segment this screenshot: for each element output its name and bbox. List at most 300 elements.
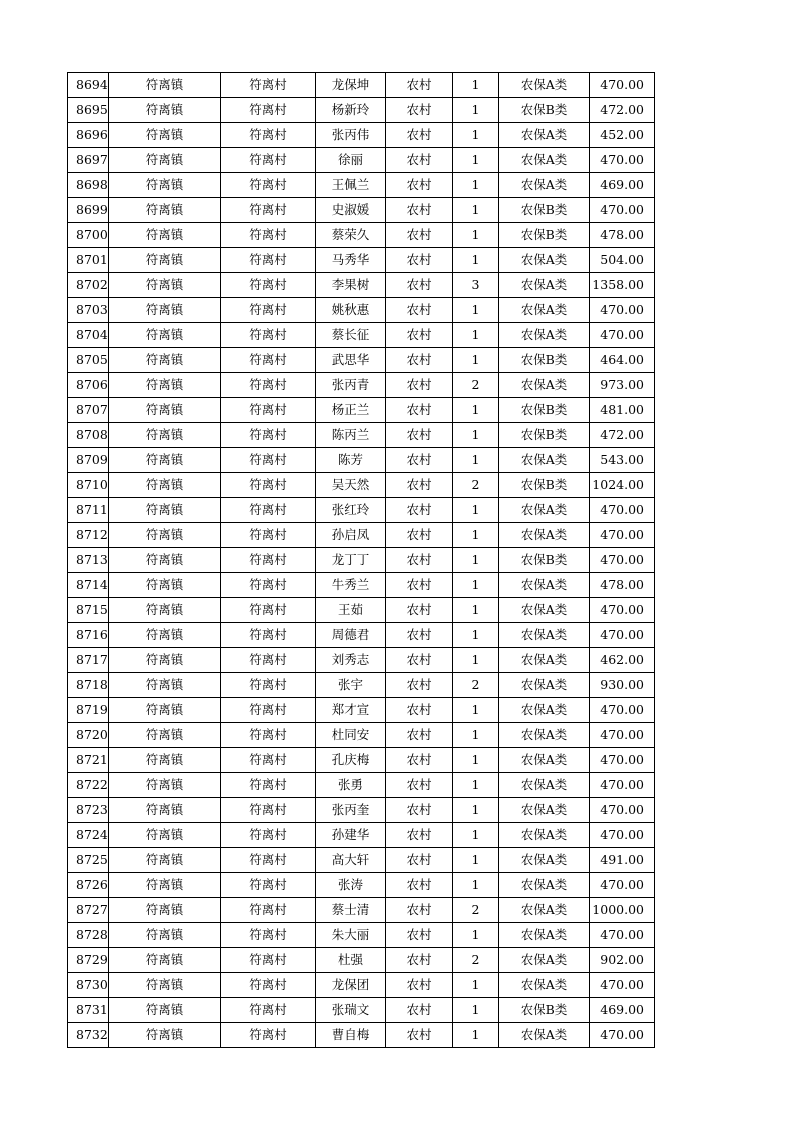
cell-town: 符离镇 <box>109 923 221 948</box>
cell-town: 符离镇 <box>109 723 221 748</box>
cell-serial-number: 8725 <box>68 848 109 873</box>
cell-serial-number: 8721 <box>68 748 109 773</box>
cell-village: 符离村 <box>221 973 316 998</box>
cell-town: 符离镇 <box>109 323 221 348</box>
cell-village: 符离村 <box>221 298 316 323</box>
cell-household-count: 2 <box>453 673 499 698</box>
cell-town: 符离镇 <box>109 623 221 648</box>
cell-person-name: 孔庆梅 <box>316 748 386 773</box>
table-row <box>68 198 655 223</box>
cell-serial-number: 8723 <box>68 798 109 823</box>
cell-village: 符离村 <box>221 598 316 623</box>
cell-serial-number: 8707 <box>68 398 109 423</box>
cell-area-type: 农村 <box>386 748 453 773</box>
cell-household-count: 1 <box>453 623 499 648</box>
cell-person-name: 张红玲 <box>316 498 386 523</box>
cell-person-name: 史淑媛 <box>316 198 386 223</box>
cell-amount: 470.00 <box>590 148 655 173</box>
cell-town: 符离镇 <box>109 823 221 848</box>
cell-area-type: 农村 <box>386 148 453 173</box>
cell-household-count: 1 <box>453 973 499 998</box>
cell-serial-number: 8730 <box>68 973 109 998</box>
cell-category: 农保A类 <box>499 823 590 848</box>
cell-category: 农保A类 <box>499 1023 590 1048</box>
cell-category: 农保A类 <box>499 448 590 473</box>
cell-area-type: 农村 <box>386 673 453 698</box>
cell-serial-number: 8711 <box>68 498 109 523</box>
cell-amount: 470.00 <box>590 973 655 998</box>
table-row <box>68 823 655 848</box>
cell-area-type: 农村 <box>386 98 453 123</box>
cell-household-count: 1 <box>453 448 499 473</box>
cell-category: 农保A类 <box>499 648 590 673</box>
cell-household-count: 1 <box>453 73 499 98</box>
cell-town: 符离镇 <box>109 573 221 598</box>
cell-serial-number: 8710 <box>68 473 109 498</box>
cell-village: 符离村 <box>221 623 316 648</box>
cell-category: 农保B类 <box>499 398 590 423</box>
cell-village: 符离村 <box>221 423 316 448</box>
cell-village: 符离村 <box>221 98 316 123</box>
cell-serial-number: 8732 <box>68 1023 109 1048</box>
cell-serial-number: 8727 <box>68 898 109 923</box>
cell-town: 符离镇 <box>109 273 221 298</box>
cell-household-count: 1 <box>453 823 499 848</box>
cell-household-count: 1 <box>453 348 499 373</box>
cell-amount: 902.00 <box>590 948 655 973</box>
cell-area-type: 农村 <box>386 273 453 298</box>
table-row <box>68 448 655 473</box>
table-row <box>68 373 655 398</box>
cell-village: 符离村 <box>221 348 316 373</box>
cell-category: 农保A类 <box>499 523 590 548</box>
cell-area-type: 农村 <box>386 773 453 798</box>
cell-household-count: 1 <box>453 323 499 348</box>
cell-household-count: 1 <box>453 648 499 673</box>
table-row <box>68 948 655 973</box>
table-row <box>68 248 655 273</box>
cell-person-name: 马秀华 <box>316 248 386 273</box>
cell-person-name: 王佩兰 <box>316 173 386 198</box>
cell-area-type: 农村 <box>386 598 453 623</box>
cell-category: 农保A类 <box>499 723 590 748</box>
cell-serial-number: 8728 <box>68 923 109 948</box>
cell-category: 农保A类 <box>499 798 590 823</box>
cell-person-name: 蔡荣久 <box>316 223 386 248</box>
cell-household-count: 1 <box>453 198 499 223</box>
cell-category: 农保A类 <box>499 773 590 798</box>
cell-village: 符离村 <box>221 798 316 823</box>
cell-serial-number: 8714 <box>68 573 109 598</box>
cell-town: 符离镇 <box>109 73 221 98</box>
cell-category: 农保A类 <box>499 573 590 598</box>
table-row <box>68 698 655 723</box>
cell-person-name: 张瑞文 <box>316 998 386 1023</box>
cell-person-name: 武思华 <box>316 348 386 373</box>
cell-category: 农保A类 <box>499 298 590 323</box>
cell-person-name: 张丙奎 <box>316 798 386 823</box>
cell-town: 符离镇 <box>109 848 221 873</box>
cell-serial-number: 8712 <box>68 523 109 548</box>
cell-amount: 470.00 <box>590 198 655 223</box>
cell-village: 符离村 <box>221 273 316 298</box>
cell-amount: 470.00 <box>590 798 655 823</box>
cell-person-name: 刘秀志 <box>316 648 386 673</box>
table-row <box>68 73 655 98</box>
cell-household-count: 1 <box>453 148 499 173</box>
cell-village: 符离村 <box>221 848 316 873</box>
cell-household-count: 1 <box>453 748 499 773</box>
table-row <box>68 923 655 948</box>
cell-town: 符离镇 <box>109 298 221 323</box>
cell-village: 符离村 <box>221 923 316 948</box>
cell-area-type: 农村 <box>386 623 453 648</box>
cell-serial-number: 8702 <box>68 273 109 298</box>
cell-village: 符离村 <box>221 898 316 923</box>
cell-village: 符离村 <box>221 173 316 198</box>
cell-person-name: 姚秋惠 <box>316 298 386 323</box>
cell-household-count: 2 <box>453 898 499 923</box>
cell-amount: 1000.00 <box>590 898 655 923</box>
table-row <box>68 223 655 248</box>
cell-amount: 470.00 <box>590 298 655 323</box>
cell-amount: 470.00 <box>590 748 655 773</box>
cell-person-name: 龙丁丁 <box>316 548 386 573</box>
cell-area-type: 农村 <box>386 73 453 98</box>
cell-town: 符离镇 <box>109 498 221 523</box>
table-row <box>68 573 655 598</box>
cell-area-type: 农村 <box>386 873 453 898</box>
table-row <box>68 273 655 298</box>
cell-serial-number: 8716 <box>68 623 109 648</box>
cell-area-type: 农村 <box>386 223 453 248</box>
cell-town: 符离镇 <box>109 523 221 548</box>
cell-household-count: 1 <box>453 773 499 798</box>
cell-area-type: 农村 <box>386 173 453 198</box>
cell-amount: 543.00 <box>590 448 655 473</box>
cell-village: 符离村 <box>221 523 316 548</box>
cell-category: 农保A类 <box>499 323 590 348</box>
cell-category: 农保B类 <box>499 223 590 248</box>
cell-area-type: 农村 <box>386 948 453 973</box>
cell-person-name: 徐丽 <box>316 148 386 173</box>
cell-household-count: 1 <box>453 223 499 248</box>
cell-person-name: 张宇 <box>316 673 386 698</box>
cell-category: 农保B类 <box>499 548 590 573</box>
cell-household-count: 1 <box>453 723 499 748</box>
cell-town: 符离镇 <box>109 123 221 148</box>
table-row <box>68 773 655 798</box>
cell-amount: 462.00 <box>590 648 655 673</box>
cell-person-name: 李果树 <box>316 273 386 298</box>
cell-town: 符离镇 <box>109 773 221 798</box>
cell-area-type: 农村 <box>386 848 453 873</box>
cell-town: 符离镇 <box>109 173 221 198</box>
cell-category: 农保A类 <box>499 373 590 398</box>
table-row <box>68 723 655 748</box>
cell-person-name: 王茹 <box>316 598 386 623</box>
cell-amount: 464.00 <box>590 348 655 373</box>
cell-person-name: 吴天然 <box>316 473 386 498</box>
table-row <box>68 848 655 873</box>
cell-amount: 930.00 <box>590 673 655 698</box>
cell-serial-number: 8701 <box>68 248 109 273</box>
cell-town: 符离镇 <box>109 698 221 723</box>
cell-category: 农保B类 <box>499 473 590 498</box>
table-row <box>68 898 655 923</box>
cell-amount: 470.00 <box>590 498 655 523</box>
table-row <box>68 298 655 323</box>
cell-person-name: 曹自梅 <box>316 1023 386 1048</box>
table-row <box>68 548 655 573</box>
table-row <box>68 873 655 898</box>
table-row <box>68 623 655 648</box>
cell-amount: 470.00 <box>590 598 655 623</box>
cell-town: 符离镇 <box>109 1023 221 1048</box>
cell-category: 农保A类 <box>499 598 590 623</box>
cell-amount: 472.00 <box>590 98 655 123</box>
cell-village: 符离村 <box>221 773 316 798</box>
cell-amount: 478.00 <box>590 573 655 598</box>
cell-household-count: 1 <box>453 698 499 723</box>
cell-household-count: 1 <box>453 123 499 148</box>
cell-serial-number: 8697 <box>68 148 109 173</box>
cell-amount: 470.00 <box>590 73 655 98</box>
cell-person-name: 孙建华 <box>316 823 386 848</box>
cell-amount: 470.00 <box>590 323 655 348</box>
cell-category: 农保A类 <box>499 248 590 273</box>
table-row <box>68 398 655 423</box>
cell-town: 符离镇 <box>109 448 221 473</box>
table-row <box>68 998 655 1023</box>
cell-area-type: 农村 <box>386 373 453 398</box>
table-row <box>68 1023 655 1048</box>
cell-household-count: 1 <box>453 248 499 273</box>
cell-town: 符离镇 <box>109 798 221 823</box>
cell-category: 农保A类 <box>499 898 590 923</box>
cell-category: 农保B类 <box>499 198 590 223</box>
cell-amount: 470.00 <box>590 773 655 798</box>
cell-town: 符离镇 <box>109 598 221 623</box>
cell-area-type: 农村 <box>386 448 453 473</box>
cell-amount: 470.00 <box>590 523 655 548</box>
cell-village: 符离村 <box>221 323 316 348</box>
table-row <box>68 498 655 523</box>
cell-household-count: 1 <box>453 498 499 523</box>
cell-area-type: 农村 <box>386 473 453 498</box>
cell-village: 符离村 <box>221 948 316 973</box>
cell-amount: 469.00 <box>590 998 655 1023</box>
cell-category: 农保A类 <box>499 673 590 698</box>
cell-person-name: 杨新玲 <box>316 98 386 123</box>
cell-area-type: 农村 <box>386 498 453 523</box>
cell-area-type: 农村 <box>386 798 453 823</box>
cell-area-type: 农村 <box>386 923 453 948</box>
cell-person-name: 张丙伟 <box>316 123 386 148</box>
table-row <box>68 98 655 123</box>
cell-serial-number: 8729 <box>68 948 109 973</box>
cell-village: 符离村 <box>221 648 316 673</box>
cell-person-name: 朱大丽 <box>316 923 386 948</box>
cell-amount: 470.00 <box>590 873 655 898</box>
table-row <box>68 798 655 823</box>
cell-town: 符离镇 <box>109 148 221 173</box>
table-row <box>68 123 655 148</box>
cell-town: 符离镇 <box>109 948 221 973</box>
cell-village: 符离村 <box>221 248 316 273</box>
cell-village: 符离村 <box>221 473 316 498</box>
cell-serial-number: 8694 <box>68 73 109 98</box>
cell-amount: 470.00 <box>590 723 655 748</box>
cell-serial-number: 8719 <box>68 698 109 723</box>
cell-town: 符离镇 <box>109 248 221 273</box>
cell-household-count: 1 <box>453 298 499 323</box>
cell-area-type: 农村 <box>386 423 453 448</box>
roster-table <box>67 72 655 1048</box>
cell-town: 符离镇 <box>109 873 221 898</box>
cell-area-type: 农村 <box>386 573 453 598</box>
cell-amount: 470.00 <box>590 698 655 723</box>
table-row <box>68 473 655 498</box>
cell-serial-number: 8695 <box>68 98 109 123</box>
cell-household-count: 2 <box>453 373 499 398</box>
cell-area-type: 农村 <box>386 323 453 348</box>
cell-household-count: 2 <box>453 948 499 973</box>
cell-town: 符离镇 <box>109 223 221 248</box>
cell-person-name: 牛秀兰 <box>316 573 386 598</box>
table-row <box>68 173 655 198</box>
cell-serial-number: 8724 <box>68 823 109 848</box>
cell-person-name: 杨正兰 <box>316 398 386 423</box>
cell-category: 农保A类 <box>499 848 590 873</box>
table-row <box>68 598 655 623</box>
cell-village: 符离村 <box>221 748 316 773</box>
cell-category: 农保A类 <box>499 173 590 198</box>
cell-person-name: 龙保团 <box>316 973 386 998</box>
cell-category: 农保A类 <box>499 948 590 973</box>
cell-person-name: 周德君 <box>316 623 386 648</box>
cell-person-name: 张涛 <box>316 873 386 898</box>
cell-area-type: 农村 <box>386 298 453 323</box>
cell-serial-number: 8708 <box>68 423 109 448</box>
cell-amount: 470.00 <box>590 823 655 848</box>
cell-category: 农保B类 <box>499 348 590 373</box>
cell-area-type: 农村 <box>386 998 453 1023</box>
cell-amount: 470.00 <box>590 623 655 648</box>
cell-village: 符离村 <box>221 373 316 398</box>
cell-person-name: 陈丙兰 <box>316 423 386 448</box>
cell-household-count: 1 <box>453 548 499 573</box>
cell-household-count: 3 <box>453 273 499 298</box>
cell-category: 农保A类 <box>499 748 590 773</box>
cell-household-count: 1 <box>453 923 499 948</box>
cell-village: 符离村 <box>221 123 316 148</box>
cell-category: 农保A类 <box>499 148 590 173</box>
cell-household-count: 1 <box>453 1023 499 1048</box>
cell-category: 农保A类 <box>499 73 590 98</box>
cell-person-name: 高大轩 <box>316 848 386 873</box>
cell-amount: 469.00 <box>590 173 655 198</box>
cell-person-name: 杜强 <box>316 948 386 973</box>
cell-area-type: 农村 <box>386 1023 453 1048</box>
cell-category: 农保A类 <box>499 123 590 148</box>
cell-person-name: 龙保坤 <box>316 73 386 98</box>
cell-household-count: 1 <box>453 398 499 423</box>
cell-amount: 470.00 <box>590 923 655 948</box>
cell-serial-number: 8705 <box>68 348 109 373</box>
cell-area-type: 农村 <box>386 548 453 573</box>
cell-town: 符离镇 <box>109 548 221 573</box>
cell-area-type: 农村 <box>386 398 453 423</box>
cell-area-type: 农村 <box>386 723 453 748</box>
cell-serial-number: 8715 <box>68 598 109 623</box>
cell-household-count: 1 <box>453 798 499 823</box>
cell-category: 农保A类 <box>499 698 590 723</box>
cell-village: 符离村 <box>221 1023 316 1048</box>
cell-town: 符离镇 <box>109 473 221 498</box>
cell-household-count: 1 <box>453 523 499 548</box>
cell-amount: 1024.00 <box>590 473 655 498</box>
cell-town: 符离镇 <box>109 673 221 698</box>
cell-town: 符离镇 <box>109 898 221 923</box>
cell-town: 符离镇 <box>109 348 221 373</box>
cell-household-count: 1 <box>453 98 499 123</box>
cell-village: 符离村 <box>221 998 316 1023</box>
cell-area-type: 农村 <box>386 248 453 273</box>
cell-serial-number: 8731 <box>68 998 109 1023</box>
table-row <box>68 323 655 348</box>
cell-serial-number: 8726 <box>68 873 109 898</box>
cell-village: 符离村 <box>221 498 316 523</box>
cell-town: 符离镇 <box>109 748 221 773</box>
cell-amount: 481.00 <box>590 398 655 423</box>
cell-person-name: 陈芳 <box>316 448 386 473</box>
cell-serial-number: 8699 <box>68 198 109 223</box>
table-row <box>68 673 655 698</box>
roster-body <box>68 73 655 1048</box>
table-row <box>68 523 655 548</box>
table-row <box>68 348 655 373</box>
cell-category: 农保A类 <box>499 273 590 298</box>
table-row <box>68 148 655 173</box>
cell-village: 符离村 <box>221 398 316 423</box>
cell-amount: 504.00 <box>590 248 655 273</box>
cell-village: 符离村 <box>221 873 316 898</box>
cell-town: 符离镇 <box>109 398 221 423</box>
cell-serial-number: 8713 <box>68 548 109 573</box>
cell-category: 农保B类 <box>499 423 590 448</box>
cell-person-name: 孙启凤 <box>316 523 386 548</box>
cell-household-count: 1 <box>453 873 499 898</box>
cell-household-count: 1 <box>453 573 499 598</box>
cell-serial-number: 8703 <box>68 298 109 323</box>
cell-category: 农保A类 <box>499 498 590 523</box>
cell-category: 农保B类 <box>499 998 590 1023</box>
cell-area-type: 农村 <box>386 898 453 923</box>
cell-area-type: 农村 <box>386 648 453 673</box>
cell-town: 符离镇 <box>109 973 221 998</box>
cell-village: 符离村 <box>221 148 316 173</box>
cell-amount: 452.00 <box>590 123 655 148</box>
cell-category: 农保A类 <box>499 873 590 898</box>
cell-area-type: 农村 <box>386 198 453 223</box>
cell-village: 符离村 <box>221 223 316 248</box>
cell-area-type: 农村 <box>386 523 453 548</box>
cell-serial-number: 8704 <box>68 323 109 348</box>
cell-village: 符离村 <box>221 723 316 748</box>
cell-village: 符离村 <box>221 198 316 223</box>
cell-area-type: 农村 <box>386 123 453 148</box>
